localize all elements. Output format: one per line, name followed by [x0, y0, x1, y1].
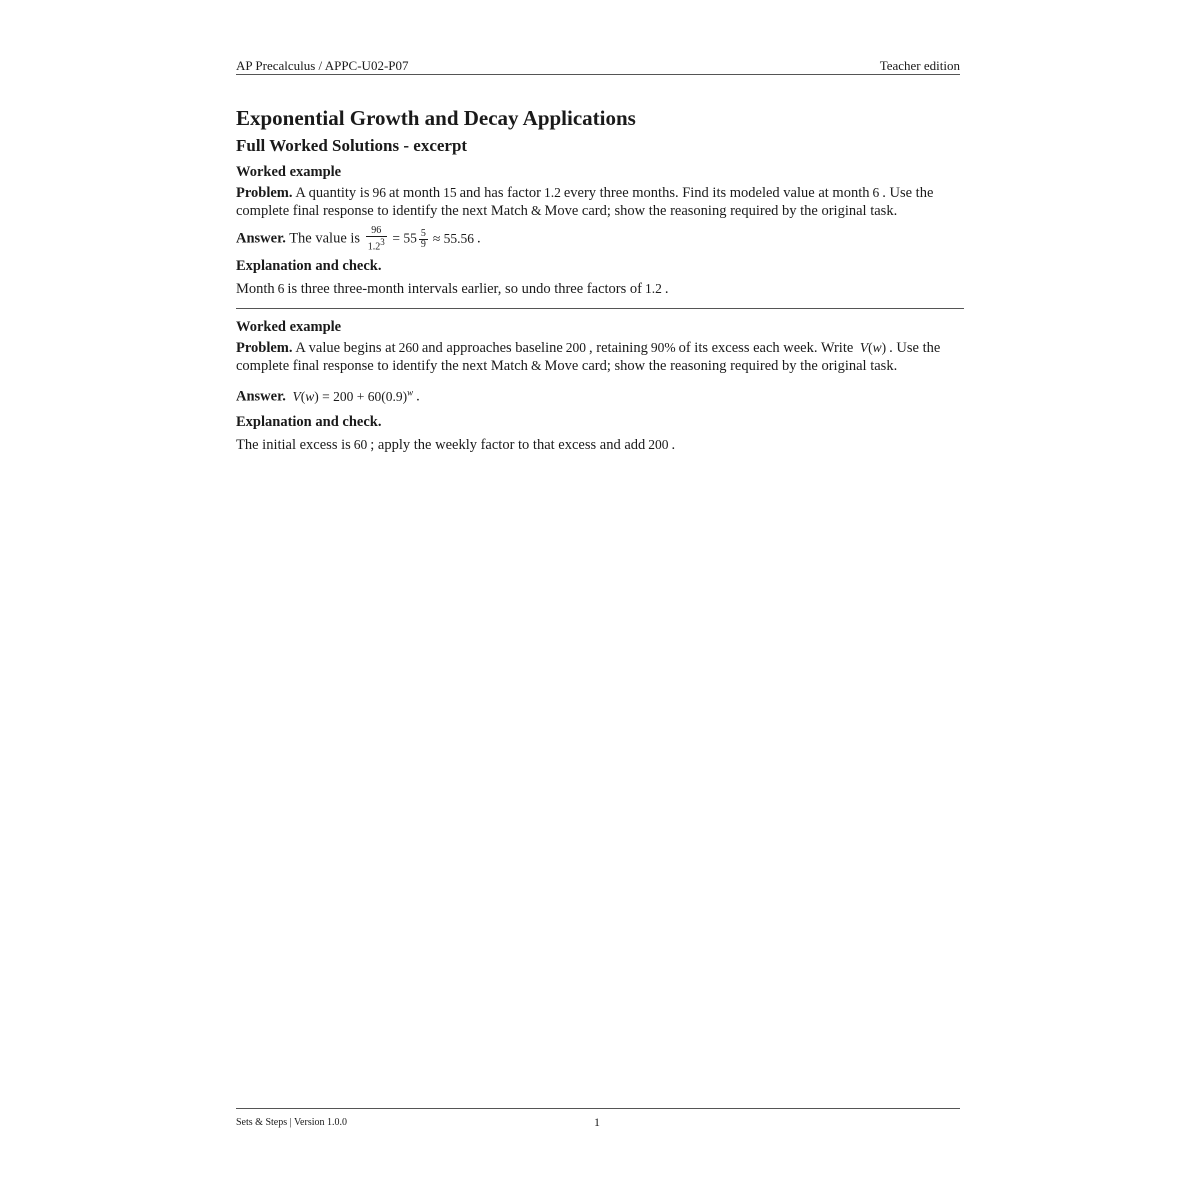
edition-label: Teacher edition [879, 58, 960, 73]
math-value: 90% [650, 340, 676, 356]
page-title: Exponential Growth and Decay Applications [236, 106, 636, 130]
exponent: w [407, 387, 414, 398]
answer-text [236, 383, 964, 406]
page-number: 1 [594, 1115, 600, 1129]
text-run: , retaining [589, 340, 648, 357]
text-run: . Use the complete final response to identify the next Match [236, 340, 941, 375]
problem-label: Problem. [236, 340, 293, 357]
worked-example-1 [236, 162, 964, 298]
text-run: . Use the complete final response to identify the next Match [236, 185, 934, 219]
exponent: 3 [380, 237, 385, 247]
example-heading: Worked example [236, 319, 342, 336]
math-variable: w [872, 340, 882, 356]
document-body [236, 104, 964, 454]
math-variable: V [859, 340, 869, 356]
math-value: 1.2 [367, 241, 381, 253]
example-heading: Worked example [236, 164, 342, 180]
text-run: The initial excess is [236, 436, 351, 453]
problem-label: Problem. [236, 185, 293, 201]
answer-label: Answer. [236, 230, 286, 247]
math-value: 6 [872, 185, 880, 200]
math-value: 200 [648, 436, 669, 452]
explanation-heading: Explanation and check. [236, 258, 382, 275]
fraction-denominator: 9 [420, 238, 426, 250]
answer-text [236, 226, 964, 252]
math-value: 60 [353, 436, 368, 452]
text-run: . [416, 388, 420, 405]
text-run: every three months. Find its modeled value at month [563, 185, 870, 201]
problem-text [236, 339, 964, 375]
text-run: The value is [289, 230, 361, 247]
text-run: and has factor [459, 185, 541, 201]
math-value: 1.2 [543, 185, 561, 200]
math-variable: V [292, 388, 301, 404]
text-run: ; apply the weekly factor to that excess and add [370, 436, 646, 453]
text-run: of its excess each week. Write [678, 340, 854, 357]
math-value: 260 [398, 340, 419, 356]
math-value: 1.2 [644, 281, 662, 297]
worked-example-2 [236, 317, 964, 454]
text-run: is three three-month intervals earlier, so undo three factors of [287, 281, 642, 298]
fraction-denominator [366, 237, 387, 252]
page-footer [236, 1108, 960, 1129]
course-breadcrumb: AP Precalculus / APPC-U02-P07 [236, 58, 409, 73]
explanation-text [236, 436, 964, 454]
text-run: . [664, 281, 669, 298]
mixed-fraction [419, 229, 428, 250]
text-run: A quantity is [295, 185, 370, 201]
explanation-heading: Explanation and check. [236, 413, 382, 430]
math-value: & [530, 358, 542, 374]
fraction-numerator: 96 [366, 226, 387, 237]
math-value: 6 [277, 281, 285, 297]
math-value: 200 [565, 340, 587, 356]
text-run: at month [388, 185, 441, 201]
section-divider [236, 308, 964, 309]
fraction-numerator: 5 [420, 227, 426, 239]
text-run: . [477, 230, 481, 247]
footer-version: Sets & Steps | Version 1.0.0 [236, 1117, 347, 1128]
math-value: 96 [372, 185, 386, 200]
fraction [366, 226, 387, 252]
text-run: A value begins at [295, 340, 396, 357]
math-value: 15 [443, 185, 457, 200]
text-run: Month [236, 281, 275, 298]
math-variable: w [305, 388, 315, 404]
text-run: Move card; show the reasoning required by the original task. [544, 203, 898, 219]
page-header [236, 58, 960, 75]
math-value: & [530, 203, 542, 218]
math-value: = 200 + 60(0.9) [322, 388, 408, 404]
answer-label: Answer. [236, 388, 286, 405]
page-subtitle: Full Worked Solutions - excerpt [236, 136, 468, 155]
math-value: ≈ 55.56 [432, 230, 474, 246]
text-run: and approaches baseline [421, 340, 563, 357]
explanation-text [236, 280, 964, 298]
math-expression: $V(w) = 200 + 60(0.9)^w$ [292, 387, 414, 404]
text-run: Move card; show the reasoning required by the original task. [544, 358, 898, 375]
math-value: = 55 [392, 230, 417, 246]
math-expression: V(w) [859, 340, 887, 356]
problem-text [236, 184, 964, 220]
text-run: . [671, 436, 676, 453]
